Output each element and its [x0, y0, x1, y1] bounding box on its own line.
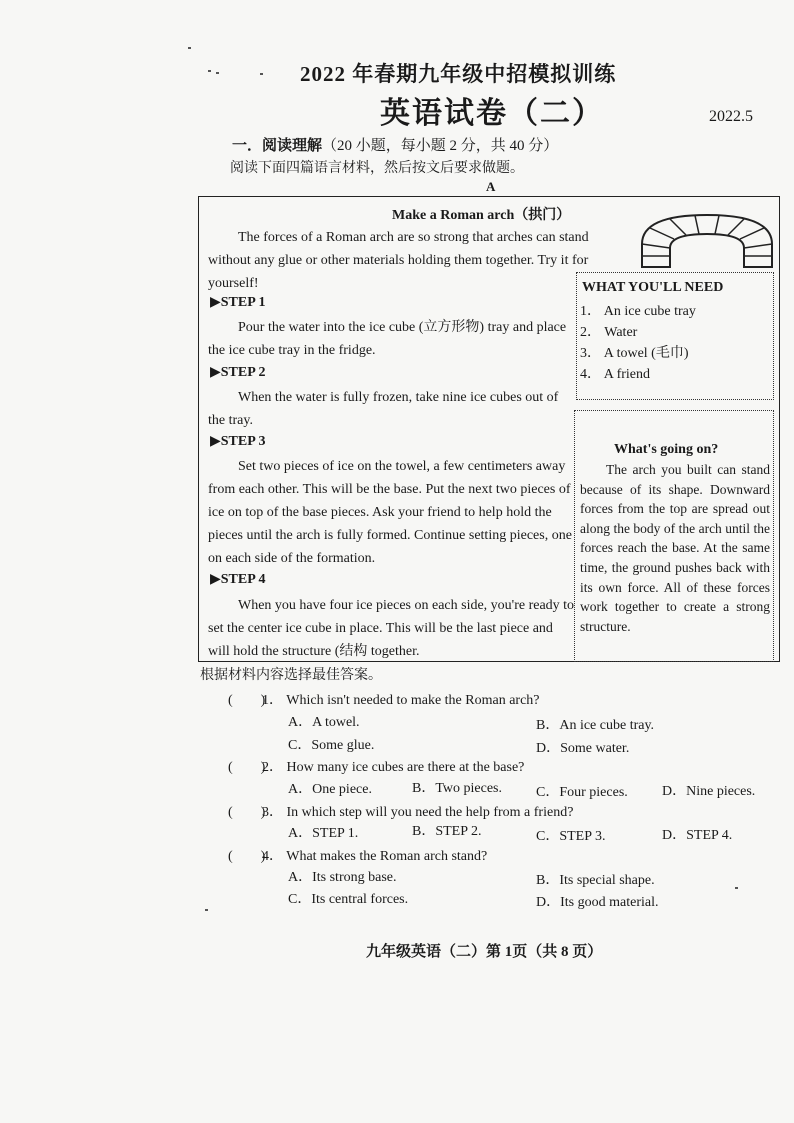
passage-intro: The forces of a Roman arch are so strong that arches can stand without any glue or other materials holding them together. Try it for yourself!	[208, 230, 589, 291]
scan-speck	[208, 70, 211, 72]
answer-blank-1[interactable]: ( )	[228, 693, 266, 708]
scan-speck	[735, 887, 738, 889]
q1-option-d[interactable]: D．Some water.	[536, 741, 630, 756]
q3-option-b[interactable]: B．STEP 2.	[412, 824, 482, 839]
passage-title: Make a Roman arch（拱门）	[392, 208, 571, 223]
need-title: WHAT YOU'LL NEED	[582, 280, 724, 295]
question-3-stem: 3． In which step will you need the help from a friend?	[262, 805, 574, 820]
answer-blank-4[interactable]: ( )	[228, 849, 266, 864]
answer-blank-3[interactable]: ( )	[228, 805, 266, 820]
q3-option-a[interactable]: A．STEP 1.	[288, 826, 359, 841]
scan-speck	[188, 47, 191, 49]
scan-speck	[216, 72, 219, 74]
section-number: 一．阅读理解	[232, 138, 323, 154]
going-on-text: The arch you built can stand because of its shape. Downward forces from the top are spread out along the body of the arch until the forces reach the base. At the same time, the ground pushes back with its own force. All of these forces work together to create a strong structure.	[580, 462, 770, 634]
step-2-label: ▶STEP 2	[210, 365, 266, 380]
q4-option-d[interactable]: D．Its good material.	[536, 895, 659, 910]
step-1-label: ▶STEP 1	[210, 295, 266, 310]
step-1-text: Pour the water into the ice cube (立方形物) tray and place the ice cube tray in the fridge.	[208, 320, 567, 358]
q3-option-d[interactable]: D．STEP 4.	[662, 828, 733, 843]
question-4-stem: 4． What makes the Roman arch stand?	[262, 849, 488, 864]
exam-title-line2: 英语试卷（二）	[380, 97, 604, 130]
q3-option-c[interactable]: C．STEP 3.	[536, 829, 606, 844]
step-2-text: When the water is fully frozen, take nine ice cubes out of the tray.	[208, 390, 559, 428]
section-instruction: 阅读下面四篇语言材料，然后按文后要求做题。	[230, 161, 524, 176]
question-2-stem: 2． How many ice cubes are there at the base?	[262, 760, 525, 775]
section-heading	[232, 134, 558, 155]
section-detail: （20 小题，每小题 2 分，共 40 分）	[322, 138, 559, 154]
q2-option-d[interactable]: D．Nine pieces.	[662, 784, 756, 799]
step-4-text: When you have four ice pieces on each side, you're ready to set the center ice cube in place. This will be the last piece and will hold the structure (结构 together.	[208, 598, 575, 659]
step-3-text: Set two pieces of ice on the towel, a few centimeters away from each other. This will be the base. Put the next two pieces of ice on top of the base pieces. Ask your friend to help hold the pieces until the arch is fully formed. Continue setting pieces, one on each side of the formation.	[208, 459, 572, 566]
q1-option-b[interactable]: B．An ice cube tray.	[536, 718, 655, 733]
scan-speck	[205, 909, 208, 911]
need-item: 3． A towel (毛巾)	[580, 346, 689, 361]
step-3-label: ▶STEP 3	[210, 434, 266, 449]
q2-option-c[interactable]: C．Four pieces.	[536, 785, 628, 800]
need-item: 1． An ice cube tray	[580, 304, 696, 319]
q1-option-c[interactable]: C．Some glue.	[288, 738, 375, 753]
need-item: 4． A friend	[580, 367, 650, 382]
answer-blank-2[interactable]: ( )	[228, 760, 266, 775]
q4-option-c[interactable]: C．Its central forces.	[288, 892, 409, 907]
question-1-stem: 1． Which isn't needed to make the Roman arch?	[262, 693, 540, 708]
questions-instruction: 根据材料内容选择最佳答案。	[200, 668, 382, 683]
q4-option-b[interactable]: B．Its special shape.	[536, 873, 655, 888]
scan-speck	[260, 73, 263, 75]
step-4-label: ▶STEP 4	[210, 572, 266, 587]
need-item: 2． Water	[580, 325, 638, 340]
passage-label: A	[486, 179, 496, 194]
page-footer: 九年级英语（二）第 1页（共 8 页）	[366, 944, 603, 960]
exam-date: 2022.5	[709, 108, 753, 125]
q2-option-a[interactable]: A．One piece.	[288, 782, 372, 797]
going-on-title: What's going on?	[614, 442, 719, 457]
exam-title-line1: 2022 年春期九年级中招模拟训练	[300, 62, 617, 86]
q2-option-b[interactable]: B．Two pieces.	[412, 781, 503, 796]
roman-arch-icon	[640, 212, 774, 268]
q4-option-a[interactable]: A．Its strong base.	[288, 870, 397, 885]
q1-option-a[interactable]: A．A towel.	[288, 715, 360, 730]
